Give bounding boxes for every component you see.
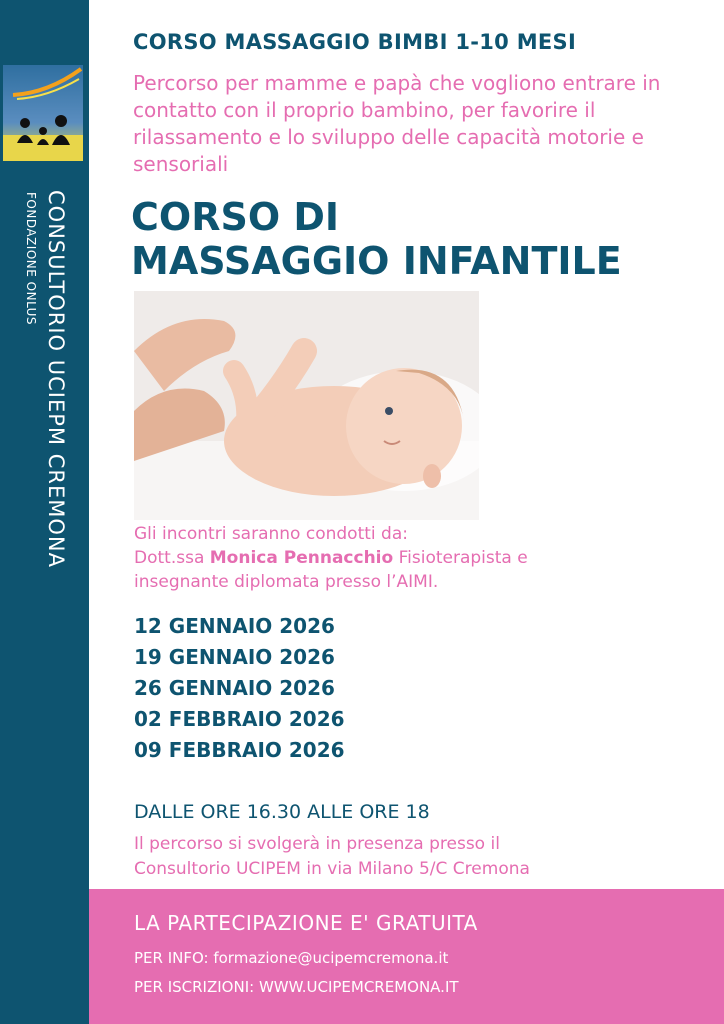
date-item: 12 GENNAIO 2026 — [134, 614, 335, 638]
info-email[interactable]: PER INFO: formazione@ucipemcremona.it — [134, 949, 449, 967]
free-participation: LA PARTECIPAZIONE E' GRATUITA — [134, 911, 478, 935]
date-item: 02 FEBBRAIO 2026 — [134, 707, 345, 731]
location-line-1: Il percorso si svolgerà in presenza presso il — [134, 834, 500, 854]
teacher-prefix: Dott.ssa — [134, 548, 210, 568]
teacher-info — [134, 522, 694, 594]
baby-massage-photo — [134, 291, 479, 520]
course-hours: DALLE ORE 16.30 ALLE ORE 18 — [134, 801, 430, 823]
registration-website[interactable]: PER ISCRIZIONI: WWW.UCIPEMCREMONA.IT — [134, 978, 459, 996]
organization-name: CONSULTORIO UCIEPM CREMONA — [44, 190, 68, 568]
organization-logo — [3, 65, 83, 161]
course-location — [134, 832, 694, 882]
dates-list — [134, 611, 534, 766]
teacher-line — [134, 546, 694, 570]
teacher-qualification: insegnante diplomata presso l’AIMI. — [134, 572, 439, 592]
teacher-intro: Gli incontri saranno condotti da: — [134, 524, 408, 544]
page-title — [131, 195, 711, 283]
footer-banner — [89, 889, 724, 1024]
date-item: 19 GENNAIO 2026 — [134, 645, 335, 669]
sidebar — [0, 0, 89, 1024]
date-item: 09 FEBBRAIO 2026 — [134, 738, 345, 762]
organization-subtitle: FONDAZIONE ONLUS — [24, 192, 38, 326]
course-title: CORSO MASSAGGIO BIMBI 1-10 MESI — [133, 30, 577, 54]
title-line-2: MASSAGGIO INFANTILE — [131, 239, 622, 283]
teacher-role: Fisioterapista e — [393, 548, 528, 568]
location-line-2: Consultorio UCIPEM in via Milano 5/C Cremona — [134, 859, 530, 879]
course-intro: Percorso per mamme e papà che vogliono entrare in contatto con il proprio bambino, per favorire il rilassamento e lo sviluppo delle capacità motorie e sensoriali — [133, 71, 661, 176]
teacher-name: Monica Pennacchio — [209, 548, 394, 568]
title-line-1: CORSO DI — [131, 195, 340, 239]
date-item: 26 GENNAIO 2026 — [134, 676, 335, 700]
